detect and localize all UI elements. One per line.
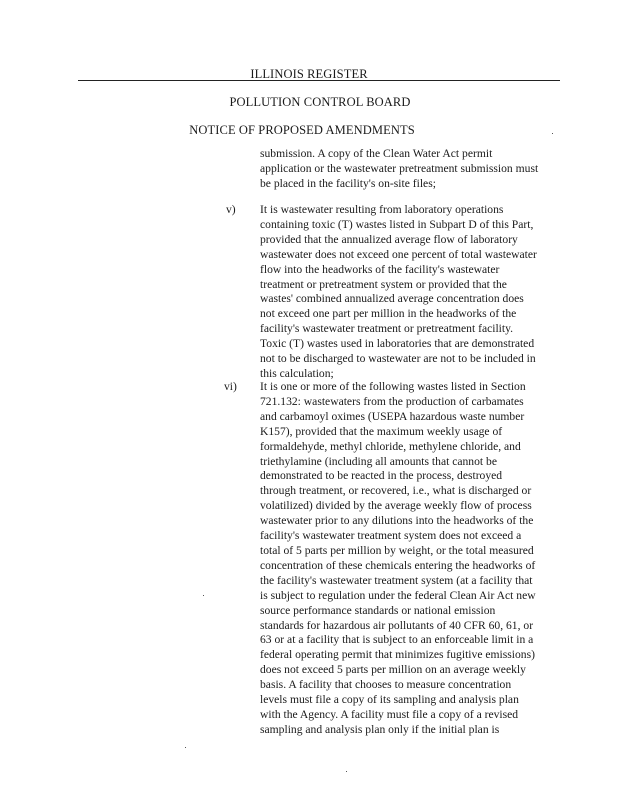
- continuation-paragraph: [260, 147, 556, 192]
- text-line: and carbamoyl oximes (USEPA hazardous waste number: [260, 409, 525, 423]
- text-line: triethylamine (including all amounts that cannot be: [260, 454, 497, 468]
- text-line: total of 5 parts per million by weight, or the total measured: [260, 543, 534, 557]
- notice-title: NOTICE OF PROPOSED AMENDMENTS: [189, 123, 415, 137]
- text-line: standards for hazardous air pollutants of 40 CFR 60, 61, or: [260, 618, 534, 632]
- text-line: volatilized) divided by the average weekly flow of process: [260, 499, 532, 513]
- text-line: wastewater prior to any dilutions into the headworks of the: [260, 514, 534, 528]
- header-rule: [78, 80, 560, 81]
- text-line: It is wastewater resulting from laboratory operations: [260, 203, 504, 216]
- scan-speck: [552, 133, 553, 134]
- text-line: facility's wastewater treatment system does not exceed a: [260, 529, 522, 543]
- text-line: federal operating permit that minimizes fugitive emissions): [260, 648, 535, 662]
- text-line: not exceed one part per million in the headworks of the: [260, 307, 517, 321]
- text-line: the facility's wastewater treatment system (at a facility that: [260, 573, 533, 587]
- text-line: flow into the headworks of the facility's wastewater: [260, 262, 500, 276]
- text-line: basis. A facility that chooses to measure concentration: [260, 678, 512, 692]
- scan-speck: [185, 747, 186, 748]
- text-line: be placed in the facility's on-site files;: [260, 176, 436, 190]
- text-line: treatment or pretreatment system or provided that the: [260, 277, 507, 291]
- text-line: wastes' combined annualized average concentration does: [260, 292, 524, 306]
- text-line: source performance standards or national emission: [260, 603, 496, 617]
- text-line: concentration of these chemicals entering the headworks of: [260, 558, 536, 572]
- item-marker-v: v): [226, 203, 236, 216]
- text-line: 721.132: wastewaters from the production of carbamates: [260, 394, 524, 408]
- board-title: POLLUTION CONTROL BOARD: [229, 95, 411, 109]
- text-line: wastewater does not exceed one percent of total wastewater: [260, 247, 537, 261]
- text-line: sampling and analysis plan only if the initial plan is: [260, 722, 500, 736]
- text-line: 63 or at a facility that is subject to an enforceable limit in a: [260, 633, 534, 647]
- item-marker-vi: vi): [224, 380, 237, 393]
- text-line: levels must file a copy of its sampling and analysis plan: [260, 693, 519, 707]
- text-line: not to be discharged to wastewater are not to be included in: [260, 352, 536, 366]
- text-line: application or the wastewater pretreatment submission must: [260, 161, 539, 175]
- text-line: Toxic (T) wastes used in laboratories that are demonstrated: [260, 337, 535, 351]
- text-line: is subject to regulation under the federal Clean Air Act new: [260, 588, 536, 602]
- text-line: facility's wastewater treatment or pretreatment facility.: [260, 322, 514, 336]
- text-line: this calculation;: [260, 366, 334, 380]
- scan-speck: [203, 595, 204, 596]
- text-line: does not exceed 5 parts per million on an average weekly: [260, 663, 526, 677]
- text-line: demonstrated to be reacted in the process, destroyed: [260, 469, 503, 483]
- register-title: ILLINOIS REGISTER: [250, 67, 368, 81]
- text-line: with the Agency. A facility must file a copy of a revised: [260, 707, 519, 721]
- text-line: K157), provided that the maximum weekly usage of: [260, 424, 503, 438]
- scan-speck: [346, 771, 347, 772]
- item-vi-paragraph: [260, 380, 556, 738]
- item-v-paragraph: [260, 203, 556, 382]
- text-line: through treatment, or recovered, i.e., what is discharged or: [260, 484, 532, 498]
- text-line: submission. A copy of the Clean Water Act permit: [260, 147, 493, 160]
- text-line: containing toxic (T) wastes listed in Subpart D of this Part,: [260, 217, 534, 231]
- text-line: provided that the annualized average flow of laboratory: [260, 232, 518, 246]
- text-line: It is one or more of the following wastes listed in Section: [260, 380, 526, 393]
- text-line: formaldehyde, methyl chloride, methylene chloride, and: [260, 439, 521, 453]
